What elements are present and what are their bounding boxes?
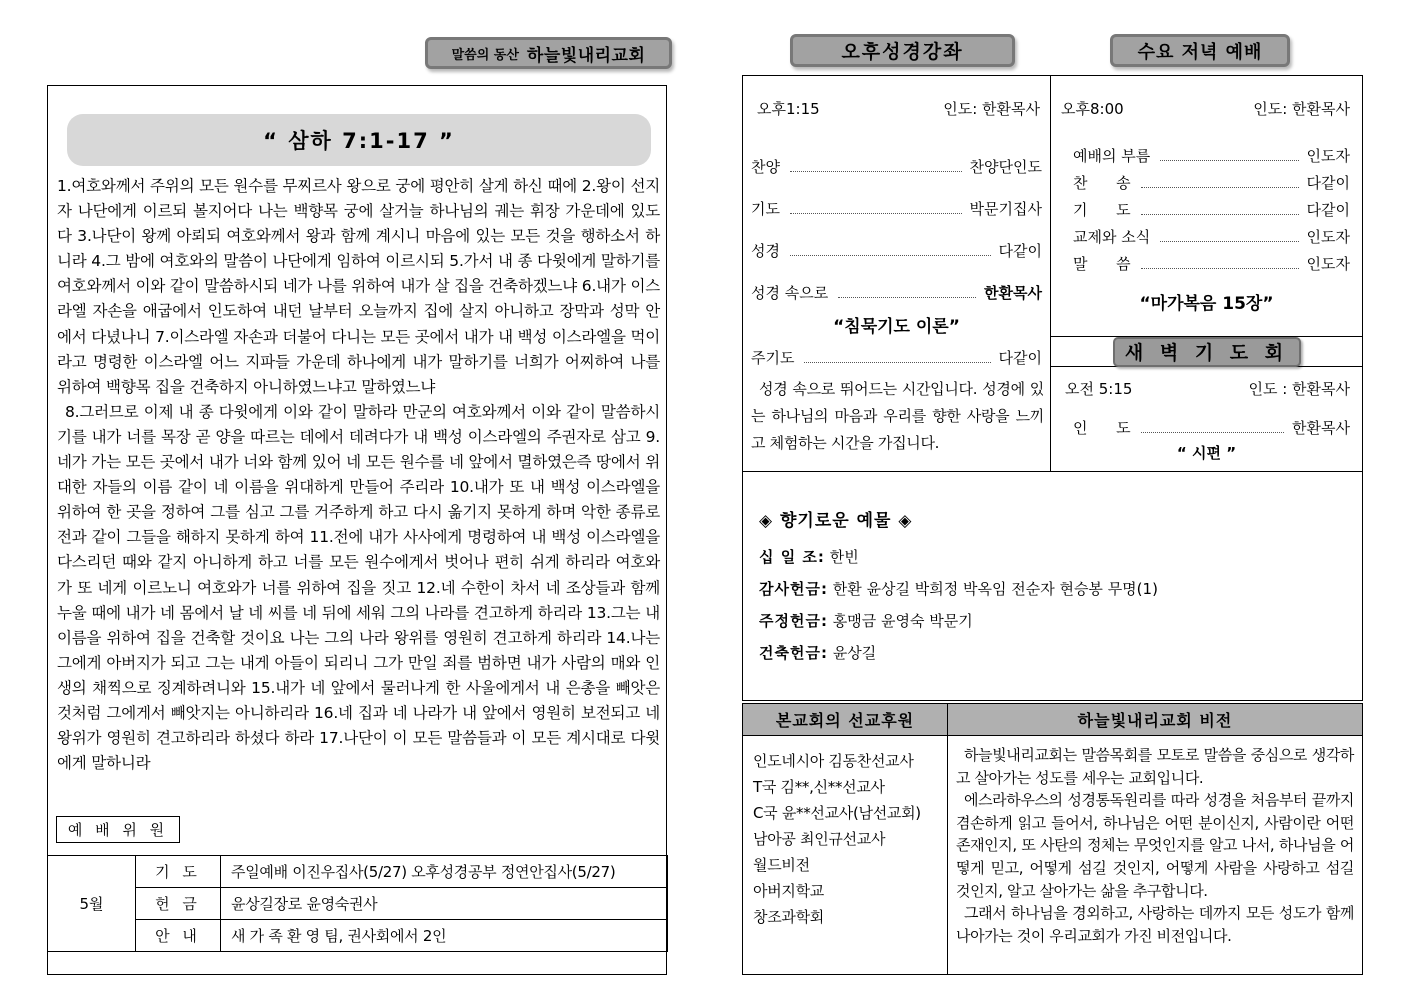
table-header-row bbox=[743, 704, 1363, 736]
table-body-row bbox=[743, 736, 1363, 975]
church-name-badge bbox=[425, 37, 672, 69]
dotted-leader bbox=[790, 213, 962, 214]
order-item bbox=[751, 240, 1042, 261]
duty-label-prayer: 기 도 bbox=[136, 856, 221, 888]
wednesday-leader: 인도: 한환목사 bbox=[1253, 100, 1350, 118]
afternoon-time: 오후1:15 bbox=[757, 100, 820, 118]
order-value: 다같이 bbox=[998, 349, 1042, 367]
dotted-leader bbox=[1160, 160, 1298, 161]
dotted-leader bbox=[1141, 214, 1299, 215]
offering-value: 한빈 bbox=[829, 548, 859, 566]
order-item bbox=[1073, 417, 1350, 438]
dotted-leader bbox=[1141, 187, 1299, 188]
wednesday-time: 오후8:00 bbox=[1061, 100, 1124, 118]
order-label: 기 도 bbox=[1073, 201, 1131, 219]
offering-row bbox=[759, 642, 876, 663]
mission-item: 남아공 최인규선교사 bbox=[753, 830, 886, 848]
vision-paragraph: 그래서 하나님을 경외하고, 사랑하는 데까지 모든 성도가 함께 나아가는 것이 우리교회가 가진 비전입니다. bbox=[956, 904, 1354, 945]
order-value: 다같이 bbox=[1306, 174, 1350, 192]
order-item bbox=[751, 198, 1042, 219]
worship-duty-table bbox=[47, 855, 668, 952]
offering-value: 홍맹금 윤영숙 박문기 bbox=[832, 612, 973, 630]
duty-label-guide: 안 내 bbox=[136, 920, 221, 952]
offering-row bbox=[759, 578, 1158, 599]
offering-value: 윤상길 bbox=[832, 644, 877, 662]
dotted-leader bbox=[1141, 432, 1284, 433]
order-value: 인도자 bbox=[1306, 147, 1350, 165]
vision-text bbox=[948, 736, 1363, 975]
afternoon-time-row bbox=[757, 98, 1040, 119]
order-item bbox=[751, 156, 1042, 177]
dotted-leader bbox=[838, 297, 976, 298]
order-label: 찬 송 bbox=[1073, 174, 1131, 192]
table-row bbox=[48, 920, 668, 952]
order-label: 인 도 bbox=[1073, 419, 1131, 437]
dotted-leader bbox=[1141, 268, 1299, 269]
mission-item: 인도네시아 김동찬선교사 bbox=[753, 752, 914, 770]
wednesday-service-section bbox=[1051, 76, 1362, 471]
offerings-section bbox=[743, 472, 1362, 702]
order-value: 한환목사 bbox=[1292, 419, 1350, 437]
dotted-leader bbox=[1160, 241, 1298, 242]
dawn-prayer-band bbox=[1051, 336, 1362, 367]
mission-item: 창조과학회 bbox=[753, 908, 824, 926]
offering-label: 감사헌금: bbox=[759, 580, 828, 598]
order-value: 한환목사 bbox=[984, 284, 1042, 302]
order-value: 박문기집사 bbox=[969, 200, 1042, 218]
order-value: 인도자 bbox=[1306, 228, 1350, 246]
order-label: 찬양 bbox=[751, 158, 780, 176]
missions-header: 본교회의 선교후원 bbox=[743, 704, 948, 736]
badge-church-name: 하늘빛내리교회 bbox=[526, 45, 646, 66]
table-row bbox=[48, 888, 668, 920]
table-row bbox=[48, 856, 668, 888]
scripture-paragraph-1: 1.여호와께서 주위의 모든 원수를 무찌르사 왕으로 궁에 평안히 살게 하신 때에 2.왕이 선지자 나단에게 이르되 볼지어다 나는 백향목 궁에 살거늘 하나님의 궤는 휘장 가운데에 있도다 3.나단이 왕께 아뢰되 여호와께서 왕과 함께 계시니 마음에 있는 모든 것을 행하소서 하니라 4.그 밤에 여호와의 말씀이 나단에게 임하여 이르시되 5.가서 내 종 다윗에게 말하기를 여호와께서 이와 같이 말씀하시되 네가 나를 위하여 내가 살 집을 건축하겠느냐 6.내가 이스라엘 자손을 애굽에서 인도하여 내던 날부터 오늘까지 집에 살지 아니하고 장막과 성막 안에서 다녔나니 7.이스라엘 자손과 더불어 다니는 모든 곳에서 내가 내 백성 이스라엘을 먹이라고 명령한 이스라엘 어느 지파들 가운데 하나에게 내가 말하기를 너희가 어찌하여 나를 위하여 백향목 집을 건축하지 아니하였느냐고 말하였느냐 bbox=[57, 177, 660, 396]
dawn-time-row bbox=[1065, 378, 1350, 399]
wednesday-time-row bbox=[1061, 98, 1350, 119]
order-item bbox=[1073, 226, 1350, 247]
afternoon-class-badge: 오후성경강좌 bbox=[790, 34, 1015, 67]
order-item bbox=[1073, 172, 1350, 193]
mission-item: C국 윤**선교사(남선교회) bbox=[753, 804, 921, 822]
duty-label-offering: 헌 금 bbox=[136, 888, 221, 920]
dotted-leader bbox=[790, 171, 962, 172]
vision-paragraph: 에스라하우스의 성경통독원리를 따라 성경을 처음부터 끝까지 겸손하게 읽고 들어서, 하나님은 어떤 분이신지, 사람이란 어떤 존재인지, 또 사탄의 정체는 무엇인지를 알고 나서, 하나님을 어떻게 믿고, 어떻게 섬길 것인지, 어떻게 사람을 사랑하고 섬길 것인지, 알고 살아가는 삶을 추구합니다. bbox=[956, 791, 1354, 900]
offering-label: 주정헌금: bbox=[759, 612, 828, 630]
order-item bbox=[1073, 145, 1350, 166]
dotted-leader bbox=[790, 255, 991, 256]
order-label: 성경 속으로 bbox=[751, 284, 829, 302]
vision-paragraph: 하늘빛내리교회는 말씀목회를 모토로 말씀을 중심으로 생각하고 살아가는 성도를 세우는 교회입니다. bbox=[956, 746, 1354, 787]
offering-label: 십 일 조: bbox=[759, 548, 825, 566]
order-item bbox=[1073, 199, 1350, 220]
duty-value-prayer: 주일예배 이진우집사(5/27) 오후성경공부 정연안집사(5/27) bbox=[221, 856, 668, 888]
order-label: 주기도 bbox=[751, 349, 795, 367]
dawn-leader: 인도 : 한환목사 bbox=[1248, 380, 1350, 398]
afternoon-description: 성경 속으로 뛰어드는 시간입니다. 성경에 있는 하나님의 마음과 우리를 향한 사랑을 느끼고 체험하는 시간을 가집니다. bbox=[751, 380, 1044, 452]
order-value: 다같이 bbox=[998, 242, 1042, 260]
wednesday-service-badge: 수요 저녁 예배 bbox=[1110, 34, 1290, 67]
order-value: 인도자 bbox=[1306, 255, 1350, 273]
order-label: 말 씀 bbox=[1073, 255, 1131, 273]
mission-vision-table bbox=[742, 703, 1363, 975]
worship-committee-label: 예 배 위 원 bbox=[56, 816, 180, 843]
dawn-theme: “ 시편 ” bbox=[1176, 444, 1237, 462]
duty-month: 5월 bbox=[48, 856, 136, 952]
duty-value-guide: 새 가 족 환 영 팀, 권사회에서 2인 bbox=[221, 920, 668, 952]
services-panel bbox=[742, 75, 1363, 701]
order-label: 기도 bbox=[751, 200, 780, 218]
mission-item: 아버지학교 bbox=[753, 882, 824, 900]
vision-header: 하늘빛내리교회 비전 bbox=[948, 704, 1363, 736]
offering-row bbox=[759, 546, 859, 567]
order-value: 찬양단인도 bbox=[969, 158, 1042, 176]
order-label: 예배의 부름 bbox=[1073, 147, 1151, 165]
missions-list bbox=[743, 736, 948, 975]
scripture-title: “ 삼하 7:1-17 ” bbox=[67, 114, 651, 166]
order-item bbox=[751, 282, 1042, 303]
badge-prefix: 말씀의 동산 bbox=[451, 47, 519, 63]
duty-value-offering: 윤상길장로 윤영숙권사 bbox=[221, 888, 668, 920]
order-item bbox=[751, 347, 1042, 368]
scripture-text bbox=[57, 174, 660, 776]
mission-item: T국 김**,신**선교사 bbox=[753, 778, 885, 796]
offering-value: 한환 윤상길 박희정 박옥임 전순자 현승봉 무명(1) bbox=[832, 580, 1158, 598]
services-two-columns bbox=[743, 76, 1362, 472]
order-label: 성경 bbox=[751, 242, 780, 260]
offerings-title: ◈ 향기로운 예물 ◈ bbox=[759, 511, 913, 531]
order-value: 다같이 bbox=[1306, 201, 1350, 219]
afternoon-leader: 인도: 한환목사 bbox=[943, 100, 1040, 118]
wednesday-theme: “마가복음 15장” bbox=[1139, 294, 1274, 314]
dawn-time: 오전 5:15 bbox=[1065, 380, 1133, 398]
order-label: 교제와 소식 bbox=[1073, 228, 1151, 246]
offering-label: 건축헌금: bbox=[759, 644, 828, 662]
dotted-leader bbox=[804, 362, 990, 363]
mission-item: 월드비전 bbox=[753, 856, 810, 874]
order-item bbox=[1073, 253, 1350, 274]
afternoon-theme: “침묵기도 이론” bbox=[833, 317, 960, 337]
afternoon-class-section bbox=[743, 76, 1051, 471]
offering-row bbox=[759, 610, 973, 631]
scripture-paragraph-2: 8.그러므로 이제 내 종 다윗에게 이와 같이 말하라 만군의 여호와께서 이와 같이 말씀하시기를 내가 너를 목장 곧 양을 따르는 데에서 데려다가 내 백성 이스라엘의 주권자로 삼고 9.네가 가는 모든 곳에서 내가 너와 함께 있어 네 모든 원수를 네 앞에서 멸하였은즉 땅에서 위대한 자들의 이름 같이 네 이름을 위대하게 만들어 주리라 10.내가 또 내 백성 이스라엘을 위하여 한 곳을 정하여 그를 심고 그를 거주하게 하고 다시 옮기지 못하게 하며 악한 종류로 전과 같이 그들을 해하지 못하게 하여 11.전에 내가 사사에게 명령하여 내 백성 이스라엘을 다스리던 때와 같지 아니하게 하고 너를 모든 원수에게서 벗어나 편히 쉬게 하리라 여호와가 또 네게 이르노니 여호와가 너를 위하여 집을 짓고 12.네 수한이 차서 네 조상들과 함께 누울 때에 내가 네 몸에서 날 네 씨를 네 뒤에 세워 그의 나라를 견고하게 하리라 13.그는 내 이름을 위하여 집을 건축할 것이요 나는 그의 나라 왕위를 영원히 견고하게 하리라 14.나는 그에게 아버지가 되고 그는 내게 아들이 되리니 그가 만일 죄를 범하면 내가 사람의 매와 인생의 채찍으로 징계하려니와 15.내가 네 앞에서 물러나게 한 사울에게서 내 은총을 빼앗은 것처럼 그에게서 빼앗지는 아니하리라 16.네 집과 네 나라가 내 앞에서 영원히 보전되고 네 왕위가 영원히 견고하리라 하셨다 하라 17.나단이 이 모든 말씀들과 이 모든 계시대로 다윗에게 말하니라 bbox=[57, 402, 660, 773]
dawn-prayer-badge: 새 벽 기 도 회 bbox=[1113, 337, 1301, 367]
